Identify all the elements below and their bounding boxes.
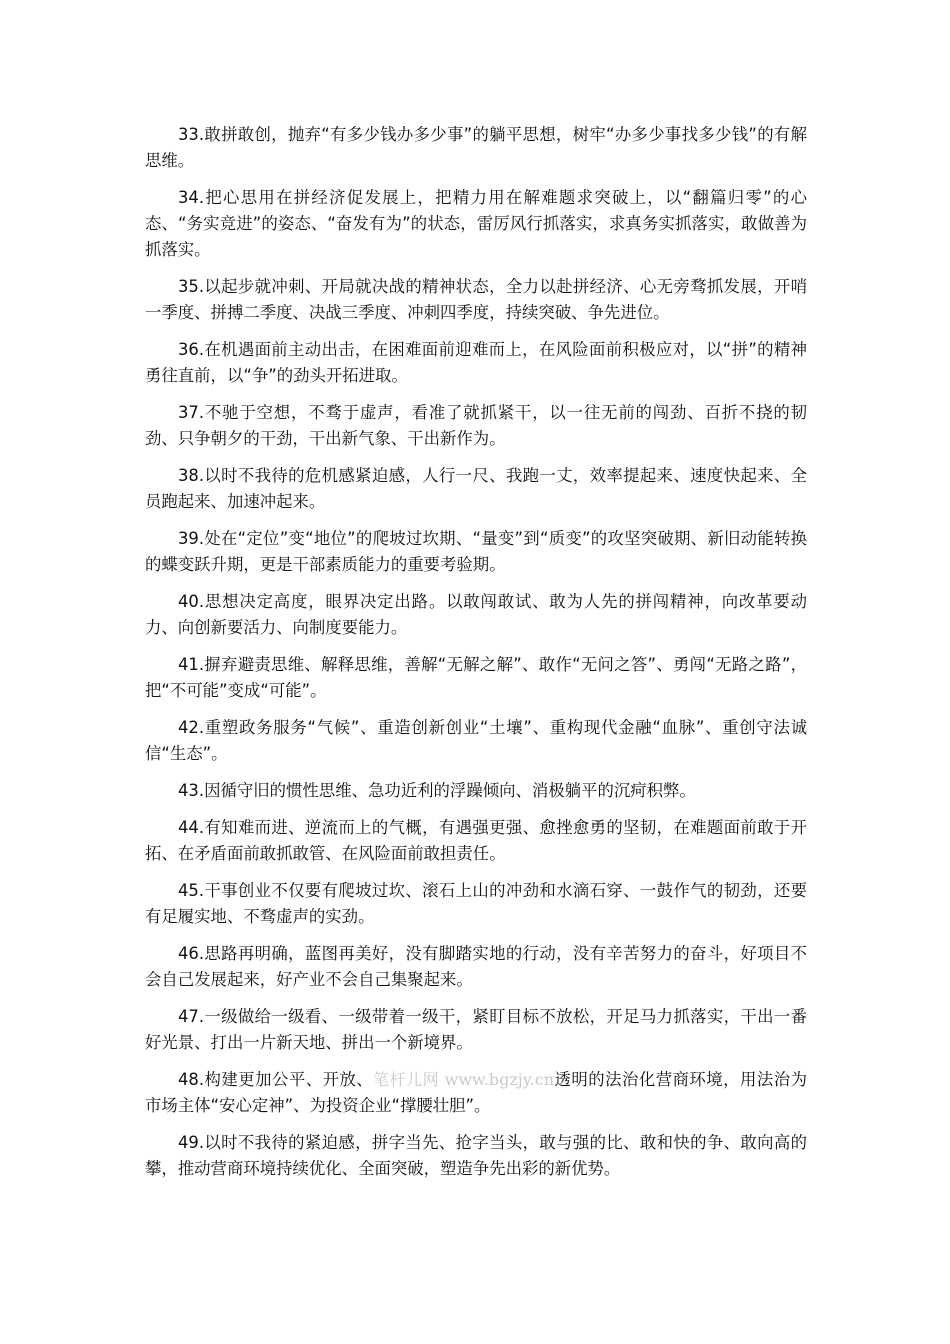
paragraph-35: 35.以起步就冲刺、开局就决战的精神状态，全力以赴拼经济、心无旁骛抓发展，开哨一季度、拼搏二季度、决战三季度、冲刺四季度，持续突破、争先进位。 [145,277,807,322]
paragraph-42: 42.重塑政务服务“气候”、重造创新创业“土壤”、重构现代金融“血脉”、重创守法诚信“生态”。 [145,718,807,763]
paragraph-47: 47.一级做给一级看、一级带着一级干，紧盯目标不放松，开足马力抓落实，干出一番好光景、打出一片新天地、拼出一个新境界。 [145,1007,807,1052]
paragraph-40: 40.思想决定高度，眼界决定出路。以敢闯敢试、敢为人先的拼闯精神，向改革要动力、向创新要活力、向制度要能力。 [145,592,807,637]
paragraph-33: 33.敢拼敢创，抛弃“有多少钱办多少事”的躺平思想，树牢“办多少事找多少钱”的有解思维。 [145,125,807,170]
paragraph-34: 34.把心思用在拼经济促发展上，把精力用在解难题求突破上，以“翻篇归零”的心态、“务实竞进”的姿态、“奋发有为”的状态，雷厉风行抓落实，求真务实抓落实，敢做善为抓落实。 [145,188,807,259]
paragraph-43: 43.因循守旧的惯性思维、急功近利的浮躁倾向、消极躺平的沉疴积弊。 [178,781,696,800]
paragraph-46: 46.思路再明确，蓝图再美好，没有脚踏实地的行动，没有辛苦努力的奋斗，好项目不会自己发展起来，好产业不会自己集聚起来。 [145,944,807,989]
paragraph-44: 44.有知难而进、逆流而上的气概，有遇强更强、愈挫愈勇的坚韧，在难题面前敢于开拓、在矛盾面前敢抓敢管、在风险面前敢担责任。 [145,818,807,863]
paragraph-45: 45.干事创业不仅要有爬坡过坎、滚石上山的冲劲和水滴石穿、一鼓作气的韧劲，还要有足履实地、不骛虚声的实劲。 [145,881,807,926]
paragraph-49: 49.以时不我待的紧迫感，拼字当先、抢字当头，敢与强的比、敢和快的争、敢向高的攀，推动营商环境持续优化、全面突破，塑造争先出彩的新优势。 [145,1133,807,1178]
paragraph-48-text-after: 透明的法治化营商环境，用法治为市场主体“安心定神”、为投资企业“撑腰壮胆”。 [145,1070,807,1115]
paragraph-41: 41.摒弃避责思维、解释思维，善解“无解之解”、敢作“无问之答”、勇闯“无路之路”，把“不可能”变成“可能”。 [145,655,807,700]
paragraph-48-text-before: 48.构建更加公平、开放、 [178,1070,374,1089]
document-body [145,122,807,1193]
paragraph-36: 36.在机遇面前主动出击，在困难面前迎难而上，在风险面前积极应对，以“拼”的精神勇往直前，以“争”的劲头开拓进取。 [145,340,807,385]
watermark-text: 笔杆儿网 www.bgzjy.cn [373,1070,555,1089]
paragraph-37: 37.不驰于空想，不骛于虚声，看准了就抓紧干，以一往无前的闯劲、百折不挠的韧劲、只争朝夕的干劲，干出新气象、干出新作为。 [145,403,807,448]
paragraph-39: 39.处在“定位”变“地位”的爬坡过坎期、“量变”到“质变”的攻坚突破期、新旧动能转换的蝶变跃升期，更是干部素质能力的重要考验期。 [145,529,807,574]
paragraph-38: 38.以时不我待的危机感紧迫感，人行一尺、我跑一丈，效率提起来、速度快起来、全员跑起来、加速冲起来。 [145,466,807,511]
paragraph-48 [145,1067,807,1119]
